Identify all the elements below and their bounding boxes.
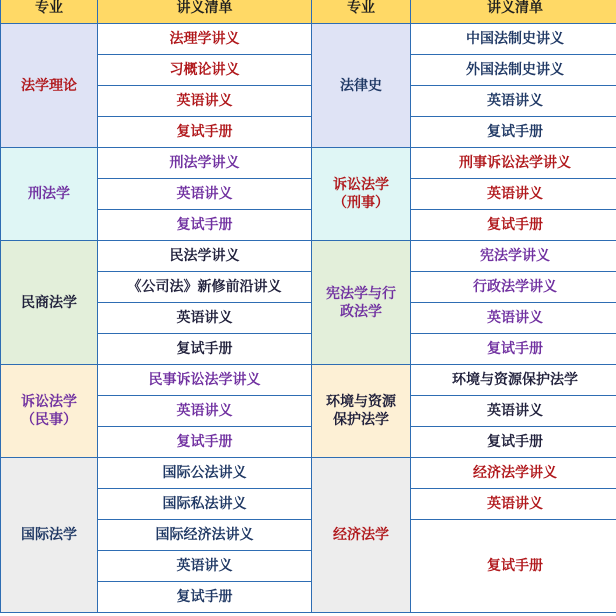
subject-cell: 宪法学与行 政法学 [311, 240, 411, 365]
handout-item: 复试手册 [410, 426, 616, 458]
handout-item: 行政法学讲义 [410, 271, 616, 303]
header-handout-list: 讲义清单 [97, 0, 312, 24]
handout-item: 法理学讲义 [97, 23, 312, 55]
handout-item: 复试手册 [97, 581, 312, 613]
subject-cell: 民商法学 [0, 240, 98, 365]
handout-item: 刑事诉讼法学讲义 [410, 147, 616, 179]
subject-cell: 国际法学 [0, 457, 98, 613]
handout-item: 复试手册 [97, 116, 312, 148]
subject-cell: 经济法学 [311, 457, 411, 613]
handout-item: 国际公法讲义 [97, 457, 312, 489]
handout-item: 民法学讲义 [97, 240, 312, 272]
handout-item: 民事诉讼法学讲义 [97, 364, 312, 396]
handout-item: 复试手册 [97, 426, 312, 458]
handout-item: 英语讲义 [97, 302, 312, 334]
handout-item: 外国法制史讲义 [410, 54, 616, 86]
handout-item: 英语讲义 [97, 550, 312, 582]
handout-item: 复试手册 [97, 333, 312, 365]
handout-item: 英语讲义 [410, 395, 616, 427]
handout-item: 复试手册 [410, 209, 616, 241]
handout-item: 刑法学讲义 [97, 147, 312, 179]
handout-item: 中国法制史讲义 [410, 23, 616, 55]
handout-item: 英语讲义 [410, 488, 616, 520]
handout-item: 英语讲义 [97, 85, 312, 117]
subject-cell: 法律史 [311, 23, 411, 148]
handout-item: 复试手册 [97, 209, 312, 241]
header-subject: 专业 [311, 0, 411, 24]
handout-item: 复试手册 [410, 116, 616, 148]
handout-item: 复试手册 [410, 519, 616, 613]
handout-item: 宪法学讲义 [410, 240, 616, 272]
handout-item: 环境与资源保护法学 [410, 364, 616, 396]
handout-item: 英语讲义 [410, 178, 616, 210]
handout-item: 《公司法》新修前沿讲义 [97, 271, 312, 303]
handout-item: 英语讲义 [97, 178, 312, 210]
subject-cell: 环境与资源 保护法学 [311, 364, 411, 458]
handout-item: 英语讲义 [410, 85, 616, 117]
handout-item: 国际经济法讲义 [97, 519, 312, 551]
subject-cell: 法学理论 [0, 23, 98, 148]
subject-cell: 诉讼法学 （刑事） [311, 147, 411, 241]
subject-cell: 刑法学 [0, 147, 98, 241]
header-handout-list: 讲义清单 [410, 0, 616, 24]
subject-cell: 诉讼法学 （民事） [0, 364, 98, 458]
header-subject: 专业 [0, 0, 98, 24]
handout-item: 经济法学讲义 [410, 457, 616, 489]
handout-item: 国际私法讲义 [97, 488, 312, 520]
handout-item: 英语讲义 [410, 302, 616, 334]
handout-item: 复试手册 [410, 333, 616, 365]
handout-item: 英语讲义 [97, 395, 312, 427]
handout-item: 习概论讲义 [97, 54, 312, 86]
